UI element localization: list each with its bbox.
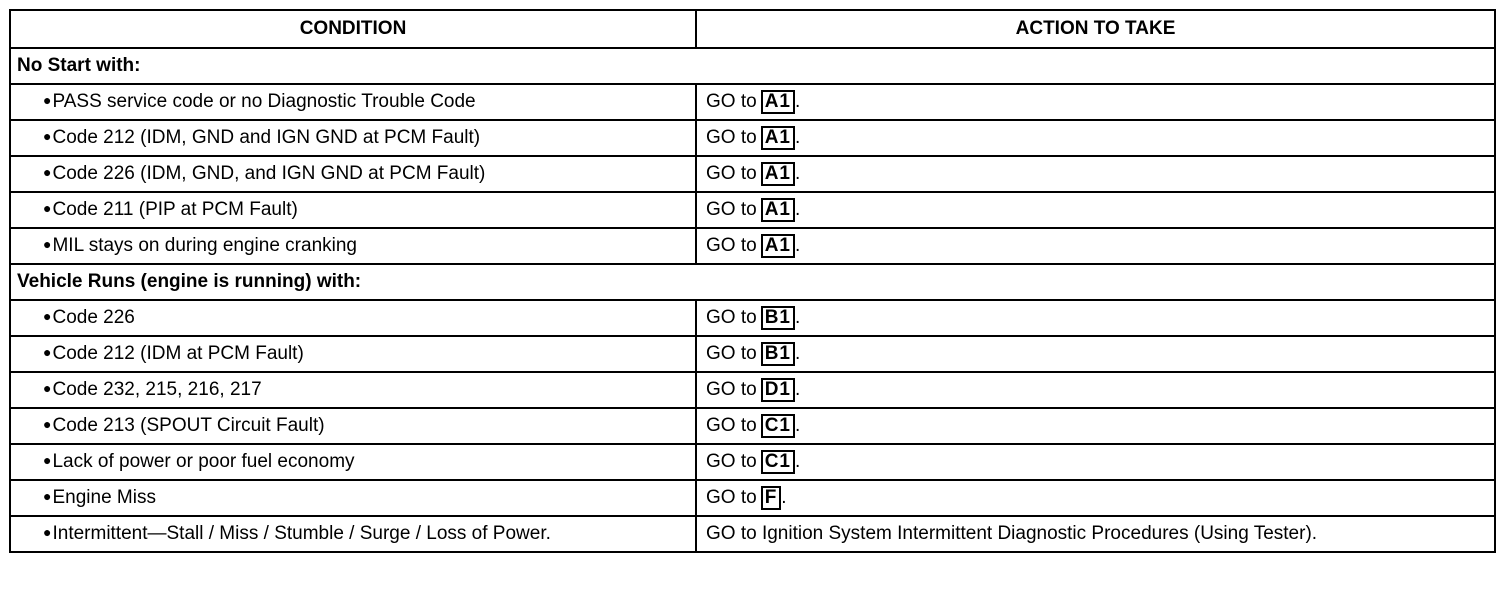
group-title: No Start with: <box>10 48 1495 84</box>
action-header: ACTION TO TAKE <box>696 10 1495 48</box>
table-row <box>10 408 1495 444</box>
action-cell <box>696 84 1495 120</box>
ref-suffix: . <box>794 163 801 184</box>
go-to-text: GO to <box>706 91 757 112</box>
condition-cell <box>10 120 696 156</box>
ref-suffix: . <box>794 307 801 328</box>
condition-text: Code 232, 215, 216, 217 <box>52 379 262 400</box>
ref-suffix: . <box>794 127 801 148</box>
procedure-ref-box: A1 <box>761 234 795 258</box>
bullet-icon: ● <box>43 92 52 108</box>
action-cell <box>696 300 1495 336</box>
condition-text: Code 212 (IDM, GND and IGN GND at PCM Fault) <box>52 127 481 148</box>
ref-suffix: . <box>794 343 801 364</box>
go-to-text: GO to <box>706 199 757 220</box>
ref-suffix: . <box>794 451 801 472</box>
condition-cell <box>10 516 696 552</box>
action-cell <box>696 516 1495 552</box>
condition-cell <box>10 444 696 480</box>
action-text: GO to Ignition System Intermittent Diagnostic Procedures (Using Tester). <box>706 523 1318 544</box>
procedure-ref-box: B1 <box>761 306 795 330</box>
procedure-ref-box: D1 <box>761 378 795 402</box>
bullet-icon: ● <box>43 452 52 468</box>
table-row <box>10 444 1495 480</box>
bullet-icon: ● <box>43 200 52 216</box>
bullet-icon: ● <box>43 236 52 252</box>
condition-cell <box>10 372 696 408</box>
action-cell <box>696 372 1495 408</box>
diagnostic-table-container <box>9 9 1496 553</box>
go-to-text: GO to <box>706 127 757 148</box>
bullet-icon: ● <box>43 488 52 504</box>
table-row <box>10 372 1495 408</box>
procedure-ref-box: A1 <box>761 198 795 222</box>
go-to-text: GO to <box>706 415 757 436</box>
table-row <box>10 156 1495 192</box>
condition-cell <box>10 192 696 228</box>
condition-header: CONDITION <box>10 10 696 48</box>
ref-suffix: . <box>794 91 801 112</box>
go-to-text: GO to <box>706 343 757 364</box>
condition-cell <box>10 408 696 444</box>
bullet-icon: ● <box>43 308 52 324</box>
action-cell <box>696 480 1495 516</box>
table-row <box>10 192 1495 228</box>
action-cell <box>696 192 1495 228</box>
bullet-icon: ● <box>43 344 52 360</box>
go-to-text: GO to <box>706 307 757 328</box>
group-title: Vehicle Runs (engine is running) with: <box>10 264 1495 300</box>
go-to-text: GO to <box>706 451 757 472</box>
ref-suffix: . <box>794 235 801 256</box>
procedure-ref-box: A1 <box>761 90 795 114</box>
condition-text: Code 213 (SPOUT Circuit Fault) <box>52 415 325 436</box>
ref-suffix: . <box>794 199 801 220</box>
table-row <box>10 516 1495 552</box>
go-to-text: GO to <box>706 163 757 184</box>
condition-text: Engine Miss <box>52 487 156 508</box>
condition-text: Code 226 (IDM, GND, and IGN GND at PCM Fault) <box>52 163 486 184</box>
procedure-ref-box: C1 <box>761 450 795 474</box>
condition-cell <box>10 228 696 264</box>
action-cell <box>696 444 1495 480</box>
group-header-row <box>10 48 1495 84</box>
bullet-icon: ● <box>43 380 52 396</box>
bullet-icon: ● <box>43 128 52 144</box>
bullet-icon: ● <box>43 416 52 432</box>
condition-cell <box>10 300 696 336</box>
condition-text: Code 212 (IDM at PCM Fault) <box>52 343 304 364</box>
bullet-icon: ● <box>43 164 52 180</box>
go-to-text: GO to <box>706 235 757 256</box>
condition-text: Intermittent—Stall / Miss / Stumble / Surge / Loss of Power. <box>52 523 551 544</box>
condition-text: Code 226 <box>52 307 135 328</box>
ref-suffix: . <box>794 415 801 436</box>
action-cell <box>696 408 1495 444</box>
header-row <box>10 10 1495 48</box>
procedure-ref-box: A1 <box>761 162 795 186</box>
table-row <box>10 300 1495 336</box>
bullet-icon: ● <box>43 524 52 540</box>
condition-cell <box>10 84 696 120</box>
condition-cell <box>10 480 696 516</box>
action-cell <box>696 336 1495 372</box>
procedure-ref-box: A1 <box>761 126 795 150</box>
ref-suffix: . <box>794 379 801 400</box>
table-row <box>10 84 1495 120</box>
action-cell <box>696 228 1495 264</box>
procedure-ref-box: F <box>761 486 782 510</box>
table-row <box>10 120 1495 156</box>
procedure-ref-box: C1 <box>761 414 795 438</box>
action-cell <box>696 156 1495 192</box>
group-header-row <box>10 264 1495 300</box>
table-row <box>10 336 1495 372</box>
go-to-text: GO to <box>706 379 757 400</box>
ref-suffix: . <box>781 487 787 508</box>
condition-text: Code 211 (PIP at PCM Fault) <box>52 199 298 220</box>
condition-cell <box>10 156 696 192</box>
procedure-ref-box: B1 <box>761 342 795 366</box>
table-row <box>10 228 1495 264</box>
condition-text: PASS service code or no Diagnostic Trouble Code <box>52 91 476 112</box>
go-to-text: GO to <box>706 487 757 508</box>
condition-text: Lack of power or poor fuel economy <box>52 451 355 472</box>
table-body <box>10 48 1495 552</box>
table-row <box>10 480 1495 516</box>
condition-text: MIL stays on during engine cranking <box>52 235 357 256</box>
diagnostic-table <box>9 9 1496 553</box>
condition-cell <box>10 336 696 372</box>
action-cell <box>696 120 1495 156</box>
